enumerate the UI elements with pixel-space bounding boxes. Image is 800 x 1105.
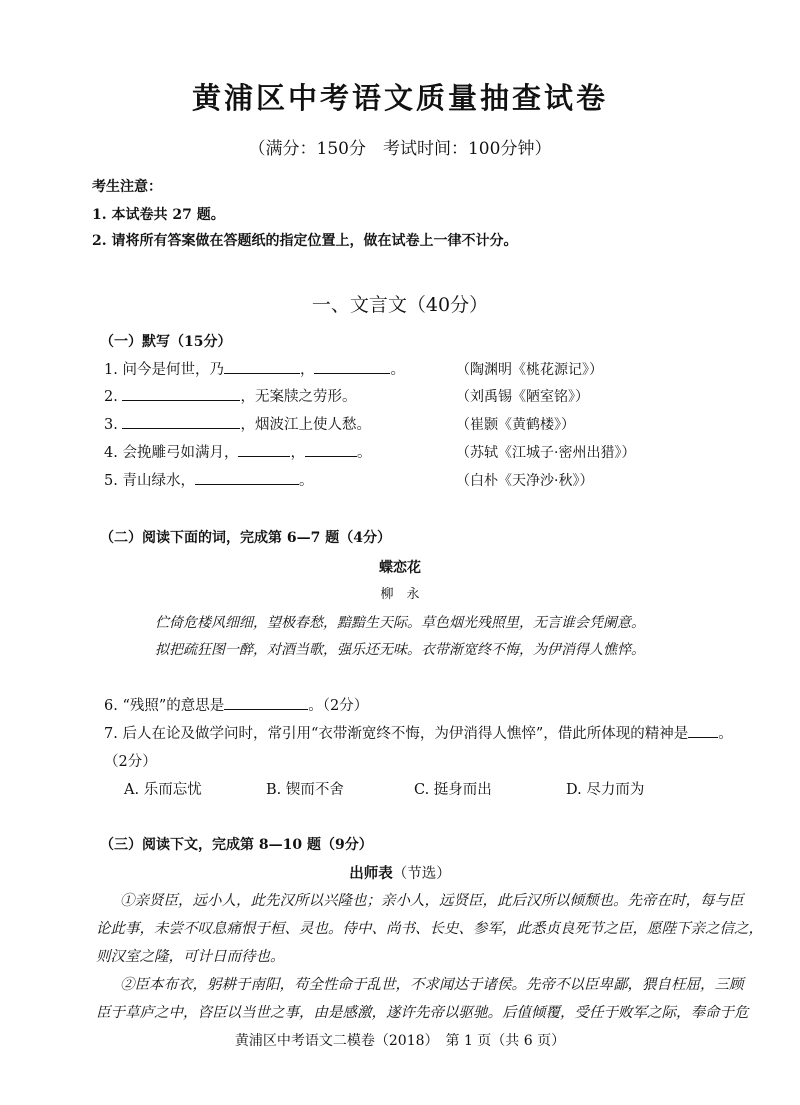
question-5: [104, 469, 313, 490]
essay-line-4: ②臣本布衣，躬耕于南阳，苟全性命于乱世，不求闻达于诸侯。先帝不以臣卑鄙，猥自枉屈，三顾: [120, 977, 744, 993]
page-footer: 黄浦区中考语文二模卷（2018） 第 1 页（共 6 页）: [234, 1033, 566, 1049]
q6-text: 6. “残照”的意思是: [104, 698, 225, 714]
q2-source: （刘禹锡《陋室铭》）: [456, 389, 589, 405]
q5-text: 5. 青山绿水，: [104, 473, 195, 489]
answer-blank: [688, 736, 718, 738]
poem-author: 柳 永: [380, 587, 420, 602]
answer-blank: [314, 372, 390, 374]
essay-line-2: 论此事，未尝不叹息痛恨于桓、灵也。侍中、尚书、长史、参军，此悉贞良死节之臣，愿陛下亲之信之，: [96, 921, 763, 937]
poem-line-1: 伫倚危楼风细细，望极春愁，黯黯生天际。草色烟光残照里，无言谁会凭阑意。: [155, 615, 645, 631]
question-2: [104, 385, 356, 406]
q7-points: （2分）: [104, 754, 157, 770]
poem-title: 蝶恋花: [379, 560, 421, 576]
essay-title-note: （节选）: [392, 866, 451, 882]
answer-blank: [122, 427, 240, 429]
q7-text: 7. 后人在论及做学问时，常引用“衣带渐宽终不悔，为伊消得人憔悴”，借此所体现的精神是: [104, 726, 689, 742]
section-heading: 一、文言文（40分）: [311, 294, 489, 316]
q4-text: 4. 会挽雕弓如满月，: [104, 445, 239, 461]
answer-blank: [122, 399, 240, 401]
q1-sep: ，: [299, 362, 315, 378]
poem-line-2: 拟把疏狂图一醉，对酒当歌，强乐还无味。衣带渐宽终不悔，为伊消得人憔悴。: [155, 642, 645, 658]
q4-end: 。: [356, 445, 372, 461]
answer-blank: [224, 372, 300, 374]
q3-source: （崔颢《黄鹤楼》）: [456, 417, 575, 433]
option-c: C. 挺身而出: [414, 782, 492, 798]
option-b: B. 锲而不舍: [266, 782, 344, 798]
q1-end: 。: [390, 362, 405, 378]
notice-item-2: 2. 请将所有答案做在答题纸的指定位置上，做在试卷上一律不计分。: [92, 233, 518, 249]
q1-source: （陶渊明《桃花源记》）: [456, 362, 603, 378]
question-1: [104, 358, 405, 379]
q1-text: 1. 问今是何世，乃: [104, 362, 224, 378]
answer-blank: [195, 483, 299, 485]
question-7: [104, 722, 733, 743]
essay-line-3: 则汉室之隆，可计日而待也。: [96, 949, 285, 965]
q5-end: 。: [298, 473, 314, 489]
answer-blank: [238, 455, 290, 457]
page-title: 黄浦区中考语文质量抽查试卷: [191, 81, 608, 115]
notice-heading: 考生注意：: [92, 179, 162, 195]
q3-text: ，烟波江上使人愁。: [240, 417, 371, 433]
part2-heading: （二）阅读下面的词，完成第 6—7 题（4分）: [100, 530, 391, 546]
part1-heading: （一）默写（15分）: [100, 334, 232, 350]
essay-title: [0, 862, 800, 883]
q2-number: 2.: [104, 389, 118, 405]
exam-info: （满分：150分 考试时间：100分钟）: [248, 139, 552, 159]
answer-blank: [224, 708, 308, 710]
q6-end: 。（2分）: [308, 698, 369, 714]
q4-source: （苏轼《江城子·密州出猎》）: [456, 445, 636, 461]
question-3: [104, 413, 371, 434]
part3-heading: （三）阅读下文，完成第 8—10 题（9分）: [100, 837, 373, 853]
q2-text: ，无案牍之劳形。: [240, 389, 357, 405]
question-6: [104, 694, 368, 715]
question-4: [104, 441, 371, 462]
notice-item-1: 1. 本试卷共 27 题。: [92, 207, 225, 223]
essay-line-5: 臣于草庐之中，咨臣以当世之事，由是感激，遂许先帝以驱驰。后值倾覆，受任于败军之际，奉命于危: [96, 1005, 749, 1021]
essay-title-text: 出师表: [349, 865, 393, 882]
q7-end: 。: [718, 726, 733, 742]
option-a: A. 乐而忘忧: [124, 782, 202, 798]
q3-number: 3.: [104, 417, 118, 433]
essay-line-1: ①亲贤臣，远小人，此先汉所以兴隆也；亲小人，远贤臣，此后汉所以倾颓也。先帝在时，每与臣: [120, 893, 744, 909]
answer-blank: [305, 455, 357, 457]
option-d: D. 尽力而为: [566, 782, 645, 798]
q5-source: （白朴《天净沙·秋》）: [456, 473, 594, 489]
q4-sep: ，: [290, 445, 305, 461]
